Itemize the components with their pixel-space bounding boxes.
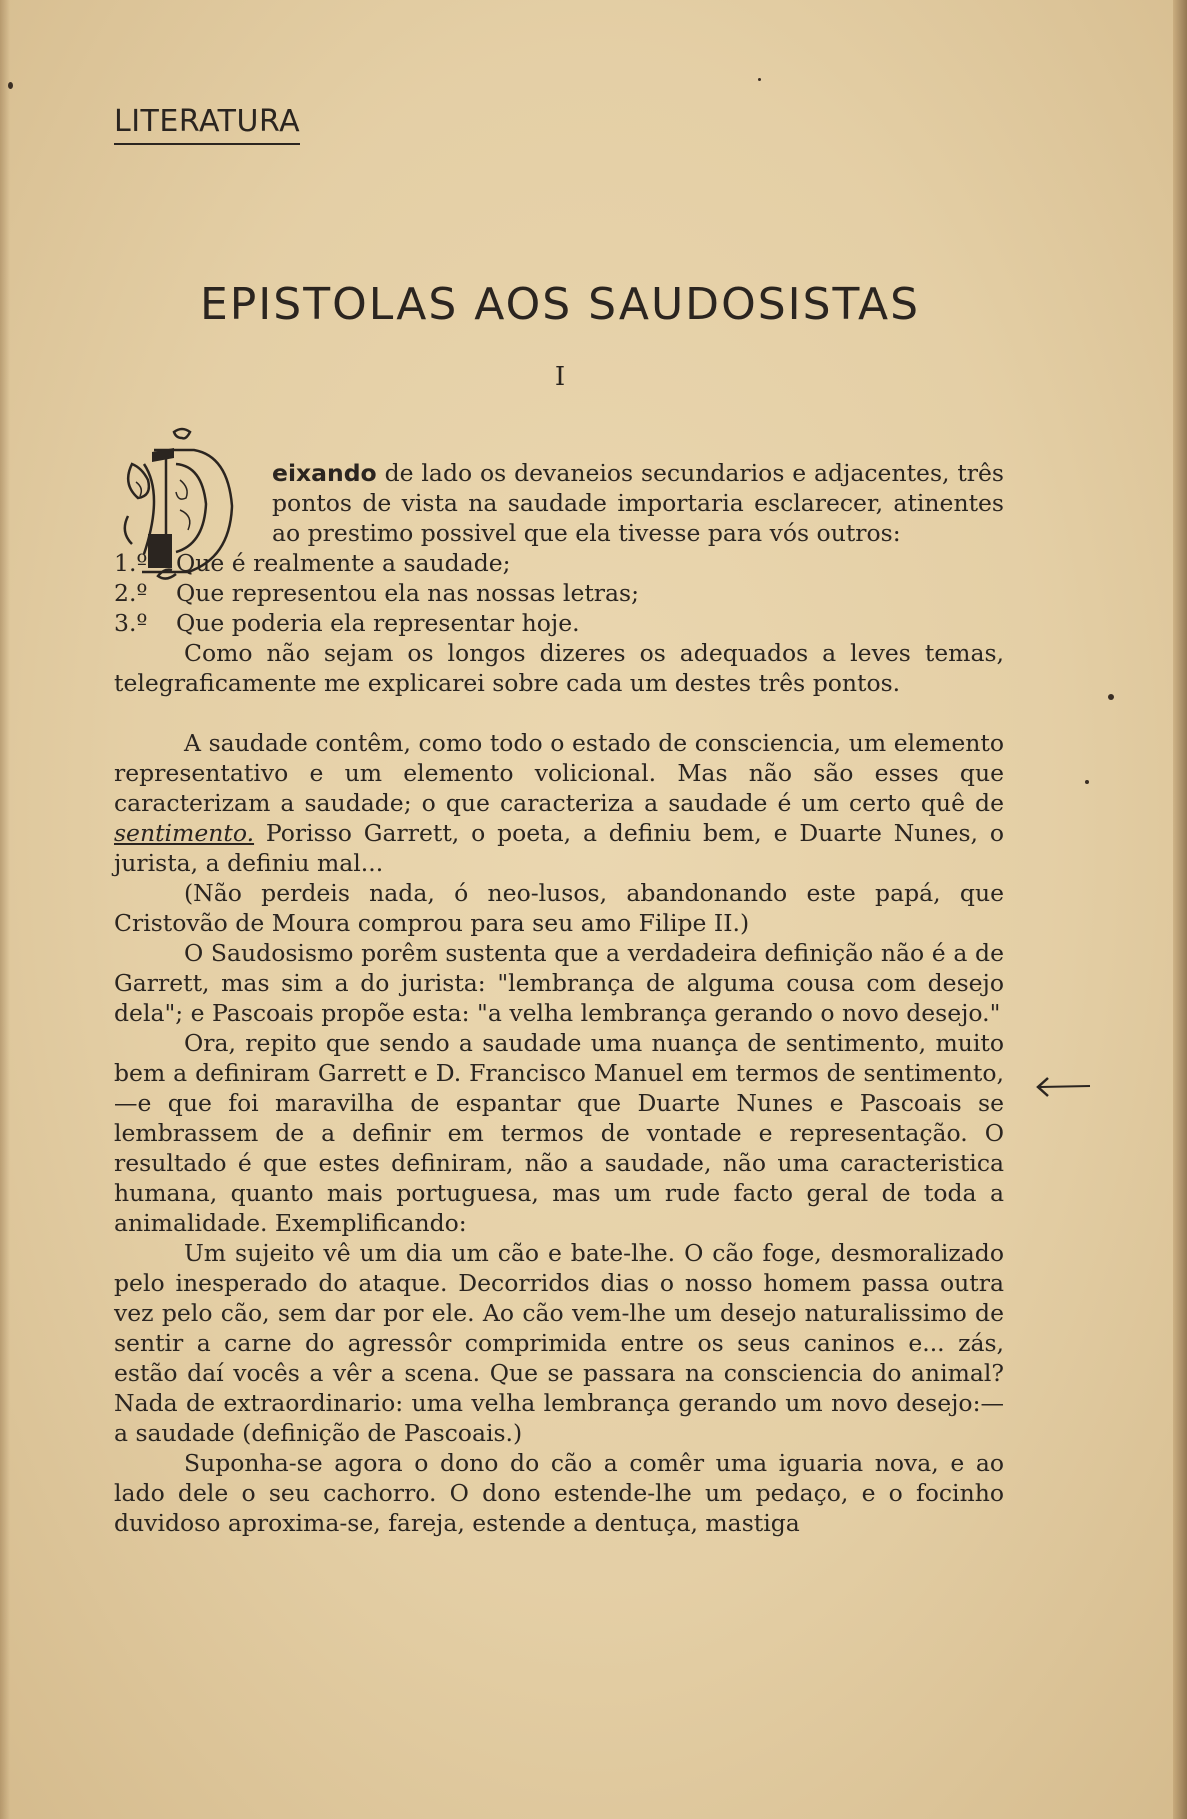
paragraph-ora: Ora, repito que sendo a saudade uma nuança de sentimento, muito bem a definiram Garrett e D. Francisco Manuel em termos de sentimento,—e que foi maravilha de espantar que Duarte Nunes e Pascoais se lembrassem de a definir em termos de vontade e representação. O resultado é que estes definiram, não a saudade, não uma caracteristica humana, quanto mais portuguesa, mas um rude facto geral de toda a animalidade. Exemplificando: [114, 1029, 1004, 1237]
paper-speck [758, 78, 761, 81]
point-2: 2.º Que representou ela nas nossas letras; [114, 579, 640, 607]
point-3: 3.º Que poderia ela representar hoje. [114, 609, 580, 637]
section-number: I [554, 362, 566, 392]
paragraph-como: Como não sejam os longos dizeres os adequados a leves temas, telegraficamente me explicarei sobre cada um destes três pontos. [114, 639, 1004, 697]
paragraph-nao-perdeis: (Não perdeis nada, ó neo-lusos, abandonando este papá, que Cristovão de Moura comprou para seu amo Filipe II.) [114, 879, 1004, 937]
paragraph-suponha: Suponha-se agora o dono do cão a comêr uma iguaria nova, e ao lado dele o seu cachorro. O dono estende-lhe um pedaço, e o focinho duvidoso aproxima-se, fareja, estende a dentuça, mastiga [114, 1449, 1004, 1537]
body-text [114, 458, 1004, 1538]
paragraph-saudade: A saudade contêm, como todo o estado de consciencia, um elemento representativo e um elemento volicional. Mas não são esses que caracterizam a saudade; o que caracteriza a saudade é um certo quê de sentimento. Porisso Garrett, o poeta, a definiu bem, e Duarte Nunes, o jurista, a definiu mal... [114, 729, 1004, 877]
paragraph-um-sujeito: Um sujeito vê um dia um cão e bate-lhe. O cão foge, desmoralizado pelo inesperado do ataque. Decorridos dias o nosso homem passa outra vez pelo cão, sem dar por ele. Ao cão vem-lhe um desejo naturalissimo de sentir a carne do agressôr comprimida entre os seus caninos e... zás, estão daí vocês a vêr a scena. Que se passara na consciencia do animal? Nada de extraordinario: uma velha lembrança gerando um novo desejo:—a saudade (definição de Pascoais.) [114, 1239, 1004, 1447]
paper-edge-right [1173, 0, 1187, 1819]
paper-edge-left [0, 0, 10, 1819]
paper-speck [1108, 694, 1114, 700]
paragraph-gap [114, 698, 1004, 728]
intro-paragraph [114, 458, 1004, 548]
paper-speck [1085, 780, 1089, 784]
paragraph-saudosismo: O Saudosismo porêm sustenta que a verdadeira definição não é a de Garrett, mas sim a do jurista: "lembrança de alguma cousa com desejo dela"; e Pascoais propõe esta: "a velha lembrança gerando o novo desejo." [114, 939, 1004, 1027]
lead-word: eixando [272, 459, 377, 487]
point-1: 1.º Que é realmente a saudade; [114, 549, 511, 577]
running-head: LITERATURA [114, 104, 300, 145]
paper-speck [8, 82, 13, 89]
intro-text: de lado os devaneios secundarios e adjacentes, três pontos de vista na saudade importaria esclarecer, atinentes ao prestimo possivel que ela tivesse para vós outros: [272, 459, 1004, 547]
page-title: EPISTOLAS AOS SAUDOSISTAS [199, 279, 921, 331]
emphasis-sentimento: sentimento. [114, 819, 255, 847]
hand-drawn-arrow-icon [1032, 1072, 1092, 1102]
